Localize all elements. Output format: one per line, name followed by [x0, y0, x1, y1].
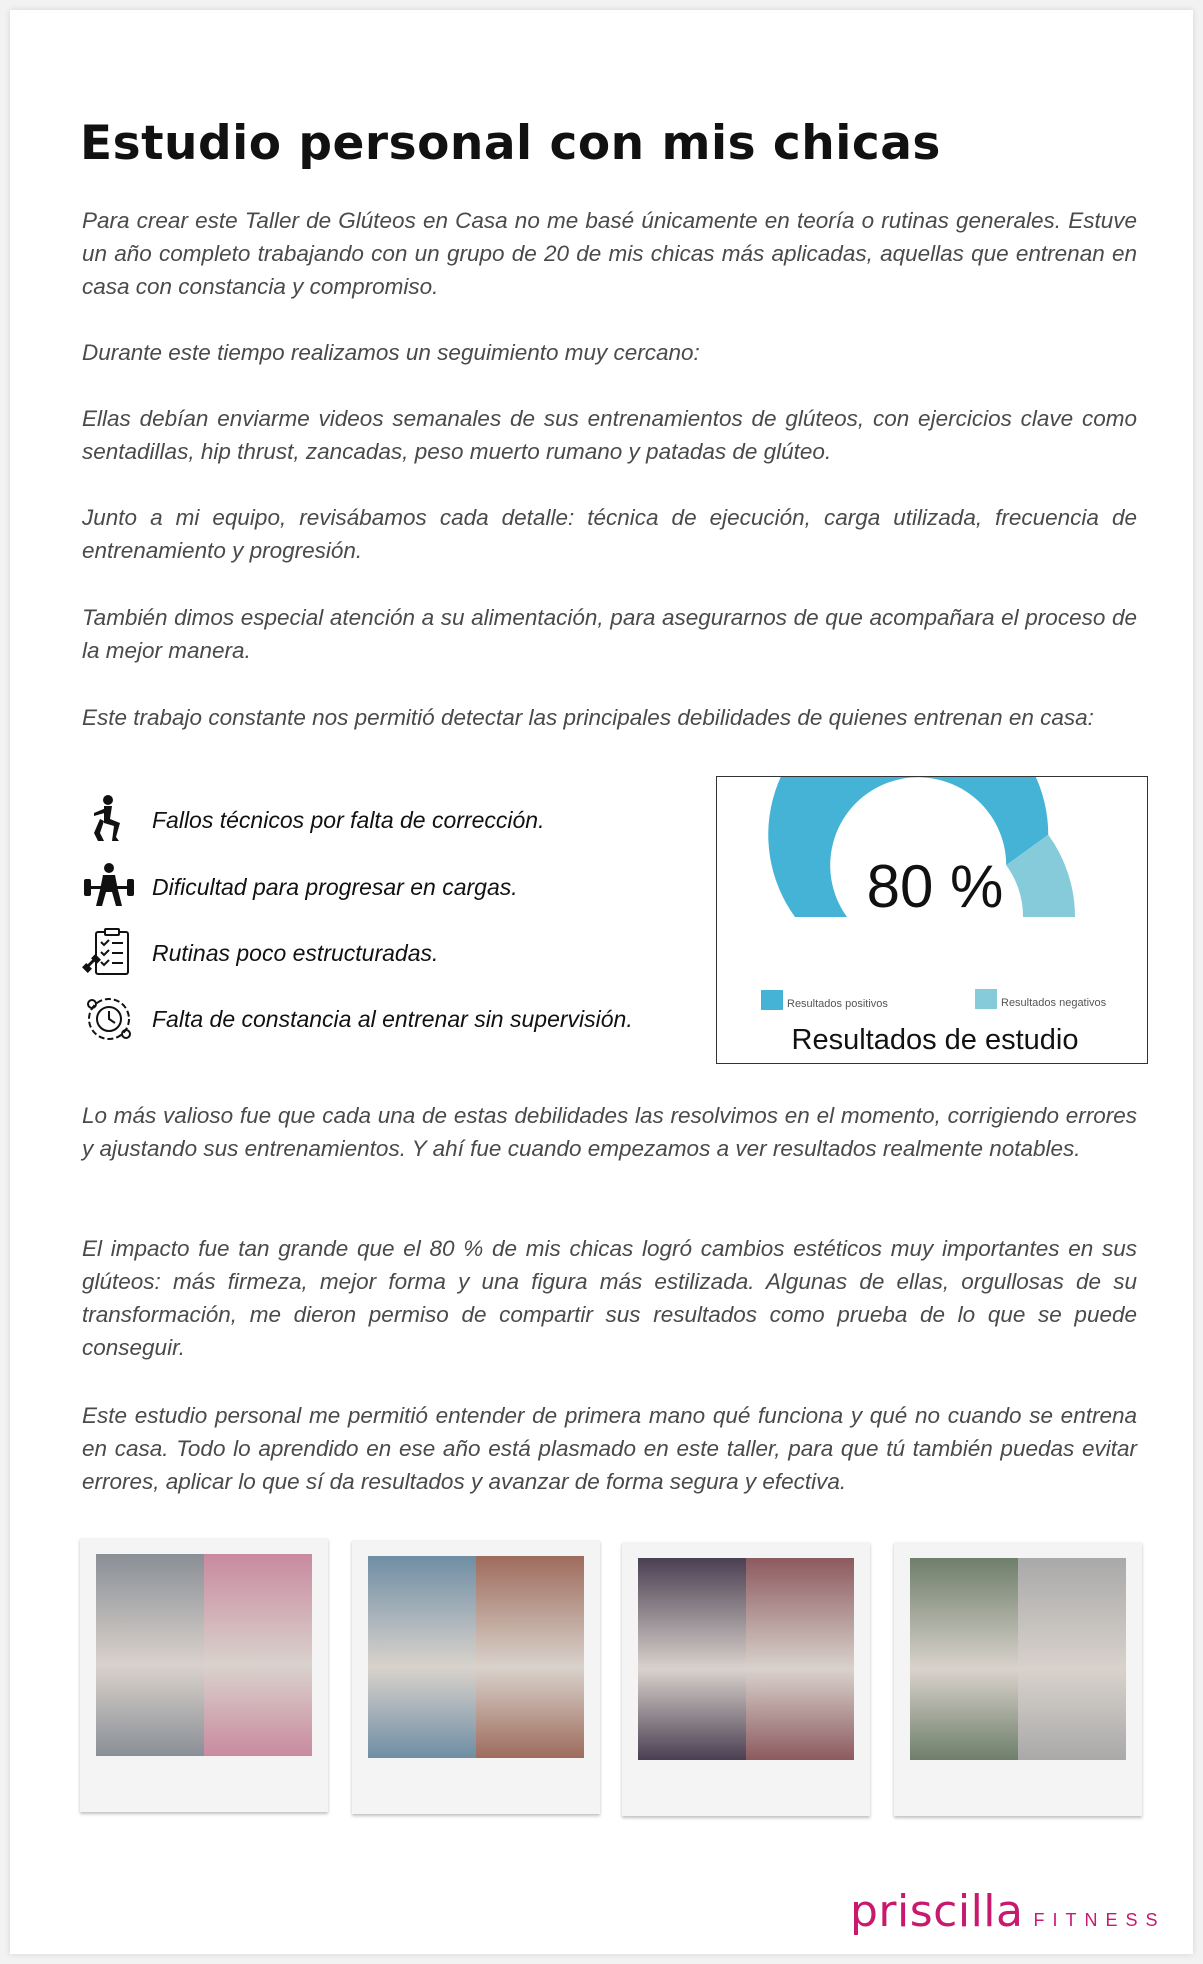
- before-after-photo-4: [910, 1558, 1126, 1760]
- brand-name: priscilla: [850, 1886, 1024, 1937]
- paragraph-impact: El impacto fue tan grande que el 80 % de mis chicas logró cambios estéticos muy importantes en sus glúteos: más firmeza, mejor forma y una figura más estilizada. Algunas de ellas, orgullosas de su transformación, me dieron permiso de compartir sus resultados como prueba de lo que se puede conseguir.: [82, 1236, 1137, 1360]
- polaroid-card: [894, 1542, 1142, 1816]
- paragraph-conclusion: Este estudio personal me permitió entender de primera mano qué funciona y qué no cuando se entrena en casa. Todo lo aprendido en ese año está plasmado en este taller, para que tú también puedas evitar errores, aplicar lo que sí da resultados y avanzar de forma segura y efectiva.: [82, 1403, 1137, 1494]
- paragraph-followup: Durante este tiempo realizamos un seguimiento muy cercano:: [82, 340, 700, 365]
- paragraph-detection: Este trabajo constante nos permitió detectar las principales debilidades de quienes entrenan en casa:: [82, 705, 1094, 730]
- after-photo: [476, 1556, 584, 1758]
- before-photo: [638, 1558, 746, 1760]
- after-photo: [1018, 1558, 1126, 1760]
- legend-swatch-positive: [761, 990, 783, 1010]
- gauge-center-label: 80 %: [866, 853, 1004, 920]
- paragraph-resolution: Lo más valioso fue que cada una de estas debilidades las resolvimos en el momento, corrigiendo errores y ajustando sus entrenamientos. Y ahí fue cuando empezamos a ver resultados realmente notables.: [82, 1103, 1137, 1161]
- before-after-photo-2: [368, 1556, 584, 1758]
- legend-label-positive: Resultados positivos: [787, 998, 888, 1010]
- before-after-photo-1: [96, 1554, 312, 1756]
- checklist-icon: [82, 926, 136, 980]
- weakness-item: [82, 994, 633, 1044]
- polaroid-card: [80, 1538, 328, 1812]
- weakness-item: [82, 795, 544, 845]
- weakness-item: [82, 928, 438, 978]
- weakness-item: [82, 862, 518, 912]
- squat-icon: [82, 793, 136, 847]
- clock-gear-icon: [82, 992, 136, 1046]
- paragraph-team: Junto a mi equipo, revisábamos cada detalle: técnica de ejecución, carga utilizada, frecuencia de entrenamiento y progresión.: [82, 505, 1137, 563]
- after-photo: [746, 1558, 854, 1760]
- weightlifting-icon: [82, 860, 136, 914]
- weakness-text: Falta de constancia al entrenar sin supervisión.: [152, 1005, 633, 1032]
- brand-subtitle: FITNESS: [1033, 1910, 1166, 1930]
- before-after-photo-3: [638, 1558, 854, 1760]
- paragraph-nutrition: También dimos especial atención a su alimentación, para asegurarnos de que acompañara el proceso de la mejor manera.: [82, 605, 1137, 663]
- before-photo: [368, 1556, 476, 1758]
- legend-label-negative: Resultados negativos: [1001, 997, 1107, 1009]
- weakness-text: Rutinas poco estructuradas.: [152, 939, 439, 966]
- after-photo: [204, 1554, 312, 1756]
- chart-title: Resultados de estudio: [791, 1024, 1079, 1056]
- brand-logo: [850, 1886, 1166, 1937]
- before-photo: [910, 1558, 1018, 1760]
- gauge-svg: [717, 777, 1147, 1063]
- results-chart: [716, 776, 1148, 1064]
- polaroid-card: [352, 1540, 600, 1814]
- weakness-text: Dificultad para progresar en cargas.: [152, 873, 518, 900]
- weakness-text: Fallos técnicos por falta de corrección.: [152, 806, 545, 833]
- polaroid-card: [622, 1542, 870, 1816]
- before-photo: [96, 1554, 204, 1756]
- legend-swatch-negative: [975, 989, 997, 1009]
- paragraph-videos: Ellas debían enviarme videos semanales de sus entrenamientos de glúteos, con ejercicios clave como sentadillas, hip thrust, zancadas, peso muerto rumano y patadas de glúteo.: [82, 406, 1137, 464]
- page: [10, 10, 1193, 1954]
- page-title: Estudio personal con mis chicas: [80, 116, 941, 171]
- paragraph-intro: Para crear este Taller de Glúteos en Casa no me basé únicamente en teoría o rutinas generales. Estuve un año completo trabajando con un grupo de 20 de mis chicas más aplicadas, aquellas que entrenan en casa con constancia y compromiso.: [82, 208, 1137, 299]
